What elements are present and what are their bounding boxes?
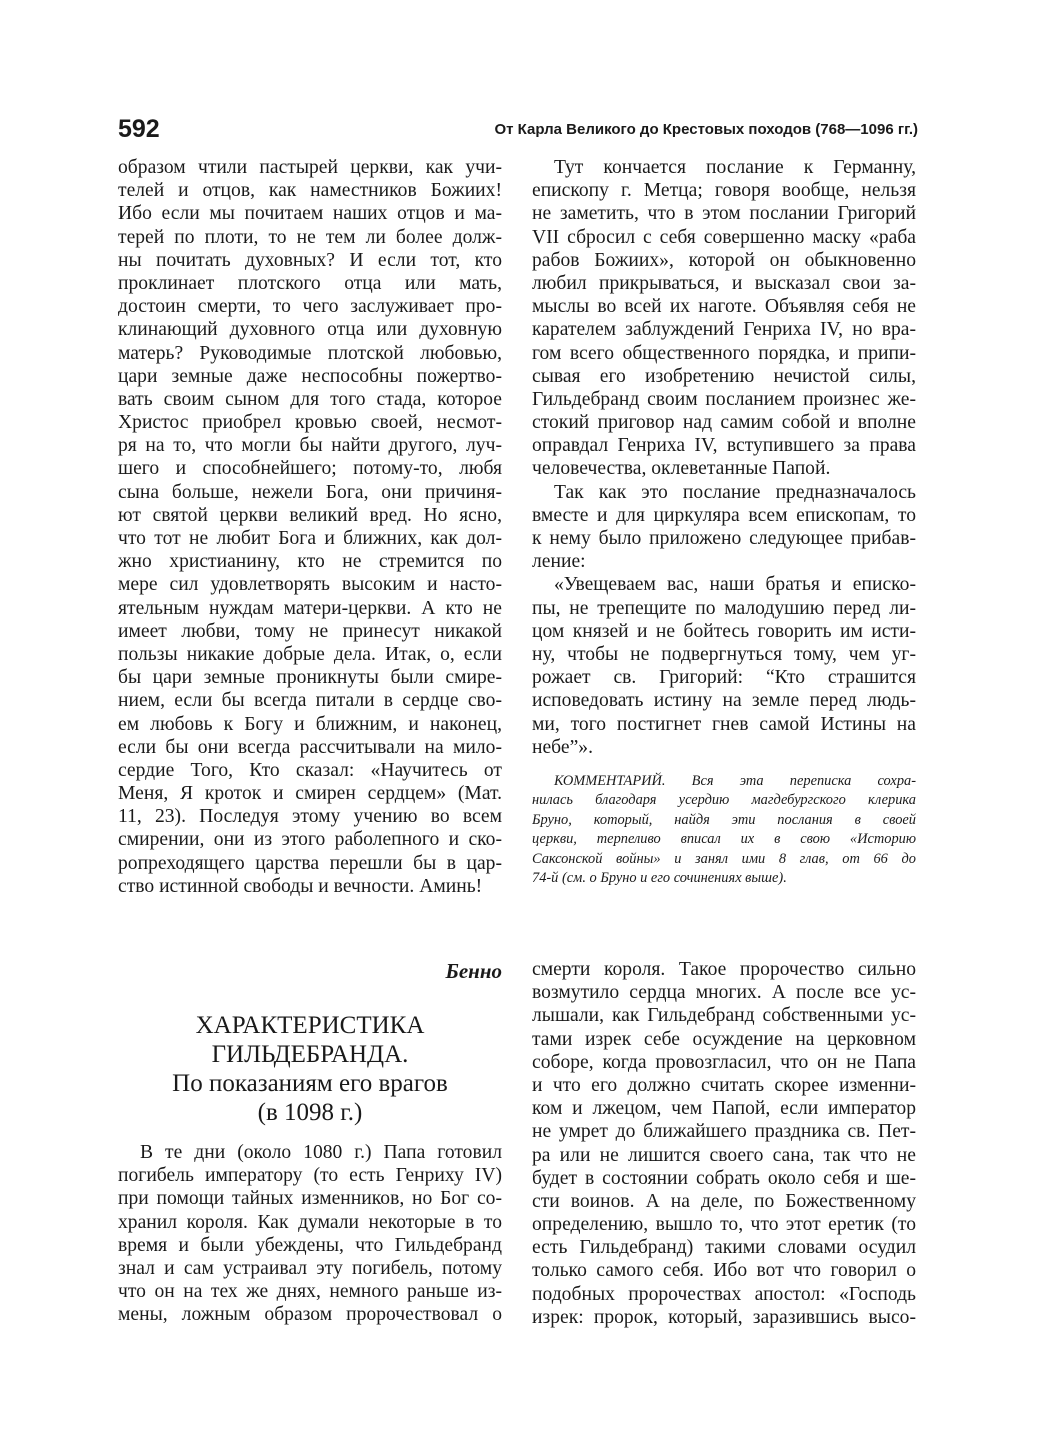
text-line: оправдал Генриха IV, вступившего за права bbox=[532, 435, 916, 457]
text-line: Так как это послание предназначалось bbox=[554, 481, 916, 503]
text-line: небе”». bbox=[532, 736, 593, 758]
text-line: стокий приговор над самим собой и вполне bbox=[532, 412, 916, 434]
text-line: Христос приобрел кровью своей, несмот- bbox=[118, 412, 502, 434]
text-line: «Увещеваем вас, наши братья и еписко- bbox=[554, 574, 916, 596]
text-line: ство истинной свободы и вечности. Аминь! bbox=[118, 875, 483, 897]
section-author: Бенно bbox=[445, 959, 502, 983]
text-line: соборе, когда провозгласил, что он не Папа bbox=[532, 1051, 916, 1073]
text-line: ятельным нуждам матери-церкви. А кто не bbox=[118, 597, 502, 619]
text-line: ление: bbox=[532, 551, 586, 573]
text-line: время и были убеждены, что Гильдебранд bbox=[118, 1234, 502, 1256]
text-line: любил прикрываться, и высказал свои за- bbox=[532, 272, 916, 294]
text-line: пользы никакие добрые дела. Итак, о, если bbox=[118, 643, 502, 665]
title-line: (в 1098 г.) bbox=[257, 1099, 363, 1126]
page-header bbox=[118, 114, 918, 148]
text-line: терей по плоти, то не тем ли более долж- bbox=[118, 226, 502, 248]
text-line: телей и отцов, как наместников Божиих! bbox=[118, 180, 502, 202]
text-line: мере сил удовлетворять высоким и насто- bbox=[118, 574, 502, 596]
running-title: От Карла Великого до Крестовых походов (768—1096 гг.) bbox=[494, 121, 918, 138]
text-line: сти воинов. А на деле, по Божественному bbox=[532, 1190, 916, 1212]
text-line: ем любовь к Богу и ближним, и наконец, bbox=[118, 713, 502, 735]
text-line: ком и лжецом, чем Папой, если император bbox=[532, 1098, 916, 1120]
text-line: ми, того постигнет гнев самой Истины на bbox=[532, 713, 916, 735]
text-line: только самого себя. Ибо вот что говорил о bbox=[532, 1260, 916, 1282]
paragraph bbox=[532, 573, 916, 759]
text-line: вместе и для циркуляра всем епископам, то bbox=[532, 504, 916, 526]
section-title bbox=[118, 1011, 502, 1127]
text-line: имеет любви, тому не принесут никакой bbox=[118, 620, 502, 642]
text-line: и что его должно считать скорее изменни- bbox=[532, 1074, 916, 1096]
text-line: матерь? Руководимые плотской любовью, bbox=[118, 342, 502, 364]
right-column-top-text bbox=[532, 156, 916, 759]
text-line: шего и способнейшего; потому-то, любя bbox=[118, 458, 502, 480]
text-line: лышали, как Гильдебранд собственными ус- bbox=[532, 1005, 916, 1027]
text-line: знал и сам устраивал эту погибель, потому bbox=[118, 1257, 502, 1279]
commentary-note bbox=[532, 772, 916, 888]
text-line: Тут кончается послание к Германну, bbox=[554, 157, 916, 178]
text-line: нием, если бы всегда питали в сердце сво- bbox=[118, 690, 502, 712]
right-column-bottom-text bbox=[532, 958, 916, 1329]
text-line: Гильдебранд своим посланием произнес же- bbox=[532, 388, 916, 410]
text-line: достоин смерти, то чего заслуживает про- bbox=[118, 296, 502, 318]
text-line: пы, не трепещите по малодушию перед ли- bbox=[532, 597, 916, 619]
text-line: мены, ложным образом пророчествовал о bbox=[118, 1304, 502, 1326]
text-line: при помощи тайных изменников, но Бог со- bbox=[118, 1188, 502, 1210]
comment-line: церкви, терпеливо вписал их в свою «Историю bbox=[532, 831, 916, 848]
text-line: ют святой церкви великий вред. Но ясно, bbox=[118, 504, 502, 526]
text-line: ну, чтобы не подвергнуться тому, чем уг- bbox=[532, 643, 916, 665]
text-line: изрек: пророк, который, заразившись высо- bbox=[532, 1306, 916, 1328]
title-line: По показаниям его врагов bbox=[172, 1070, 448, 1097]
text-line: бы цари земные проникнуты были смире- bbox=[118, 667, 502, 689]
text-line: ря на то, что могли бы найти другого, луч- bbox=[118, 435, 502, 457]
text-line: если бы они всегда рассчитывали на мило- bbox=[118, 736, 502, 758]
text-line: ра или не лишится своего сана, так что не bbox=[532, 1144, 916, 1166]
text-line: Ибо если мы почитаем наших отцов и ма- bbox=[118, 203, 502, 225]
text-line: епископу г. Метца; говоря вообще, нельзя bbox=[532, 180, 916, 202]
text-line: жно христианину, кто не стремится по bbox=[118, 551, 502, 573]
text-line: карателем заблуждений Генриха IV, но вра- bbox=[532, 319, 916, 341]
text-line: ропреходящего царства перешли бы в цар- bbox=[118, 852, 502, 874]
left-column-bottom-text bbox=[118, 1141, 502, 1327]
text-line: будет в состоянии собрать около себя и ше- bbox=[532, 1167, 916, 1189]
text-line: цари земные даже неспособны пожертво- bbox=[118, 365, 502, 387]
comment-line: Бруно, который, найдя эти послания в своей bbox=[532, 811, 916, 828]
text-line: человечества, оклеветанные Папой. bbox=[532, 458, 831, 480]
title-line: ГИЛЬДЕБРАНДА. bbox=[211, 1041, 409, 1068]
text-line: Меня, Я кроток и смирен сердцем» (Мат. bbox=[118, 783, 502, 805]
text-line: рожает св. Григорий: “Кто страшится bbox=[532, 667, 916, 689]
text-line: тами изрек себе осуждение на церковном bbox=[532, 1028, 916, 1050]
text-line: цом князей и не бойтесь говорить им исти- bbox=[532, 620, 916, 642]
text-line: хранил короля. Как думали некоторые в то bbox=[118, 1211, 502, 1233]
left-column-top-text bbox=[118, 156, 502, 898]
comment-line: Саксонской войны» и занял ими 8 глав, от 66 до bbox=[532, 850, 916, 867]
text-line: не умрет до ближайшего праздника св. Пет- bbox=[532, 1121, 916, 1143]
text-line: определению, вышло то, что этот еретик (то bbox=[532, 1214, 916, 1236]
text-line: сына больше, нежели Бога, они причиня- bbox=[118, 481, 502, 503]
text-line: клинающий духовного отца или духовную bbox=[118, 319, 502, 341]
text-line: VII сбросил с себя совершенно маску «раба bbox=[532, 226, 916, 248]
text-line: погибель императору (то есть Генриху IV) bbox=[118, 1165, 502, 1187]
page-number: 592 bbox=[118, 115, 160, 143]
text-line: возмутило сердца многих. А после все ус- bbox=[532, 982, 916, 1004]
text-line: смирении, они из этого раболепного и ско- bbox=[118, 829, 502, 851]
title-line: ХАРАКТЕРИСТИКА bbox=[195, 1012, 425, 1039]
text-line: к нему было приложено следующее прибав- bbox=[532, 528, 916, 549]
text-line: рабов Божиих», которой он обыкновенно bbox=[532, 249, 916, 271]
text-line: исповедовать истину на земле перед людь- bbox=[532, 690, 916, 712]
text-line: сердие Того, Кто сказал: «Научитесь от bbox=[118, 759, 502, 781]
text-line: В те дни (около 1080 г.) Папа готовил bbox=[140, 1142, 502, 1163]
text-line: что он на тех же днях, немного раньше из- bbox=[118, 1281, 502, 1303]
text-line: ны почитать духовных? И если тот, кто bbox=[118, 249, 502, 271]
text-line: не заметить, что в этом послании Григорий bbox=[532, 203, 916, 225]
paragraph bbox=[532, 481, 916, 574]
text-line: 11, 23). Последуя этому учению во всем bbox=[118, 806, 502, 828]
text-line: мыслы во всей их наготе. Объявляя себя не bbox=[532, 296, 916, 318]
text-line: гом всего общественного порядка, и припи- bbox=[532, 342, 916, 364]
text-line: есть Гильдебранд) такими словами осудил bbox=[532, 1237, 916, 1259]
text-line: подобных пророчествах апостол: «Господь bbox=[532, 1283, 916, 1305]
text-line: сывая его изобретению нечистой силы, bbox=[532, 365, 916, 387]
text-line: проклинает плотского отца или мать, bbox=[118, 272, 502, 294]
text-line: смерти короля. Такое пророчество сильно bbox=[532, 959, 916, 980]
text-line: образом чтили пастырей церкви, как учи- bbox=[118, 157, 502, 178]
text-line: вать своим сыном для того стада, которое bbox=[118, 388, 502, 410]
comment-line: нилась благодаря усердию магдебургского клерика bbox=[532, 792, 916, 809]
paragraph bbox=[532, 156, 916, 481]
comment-line: КОММЕНТАРИЙ. Вся эта переписка сохра- bbox=[554, 773, 916, 789]
text-line: что тот не любит Бога и ближних, как дол- bbox=[118, 528, 502, 549]
comment-line: 74-й (см. о Бруно и его сочинениях выше). bbox=[532, 869, 787, 886]
